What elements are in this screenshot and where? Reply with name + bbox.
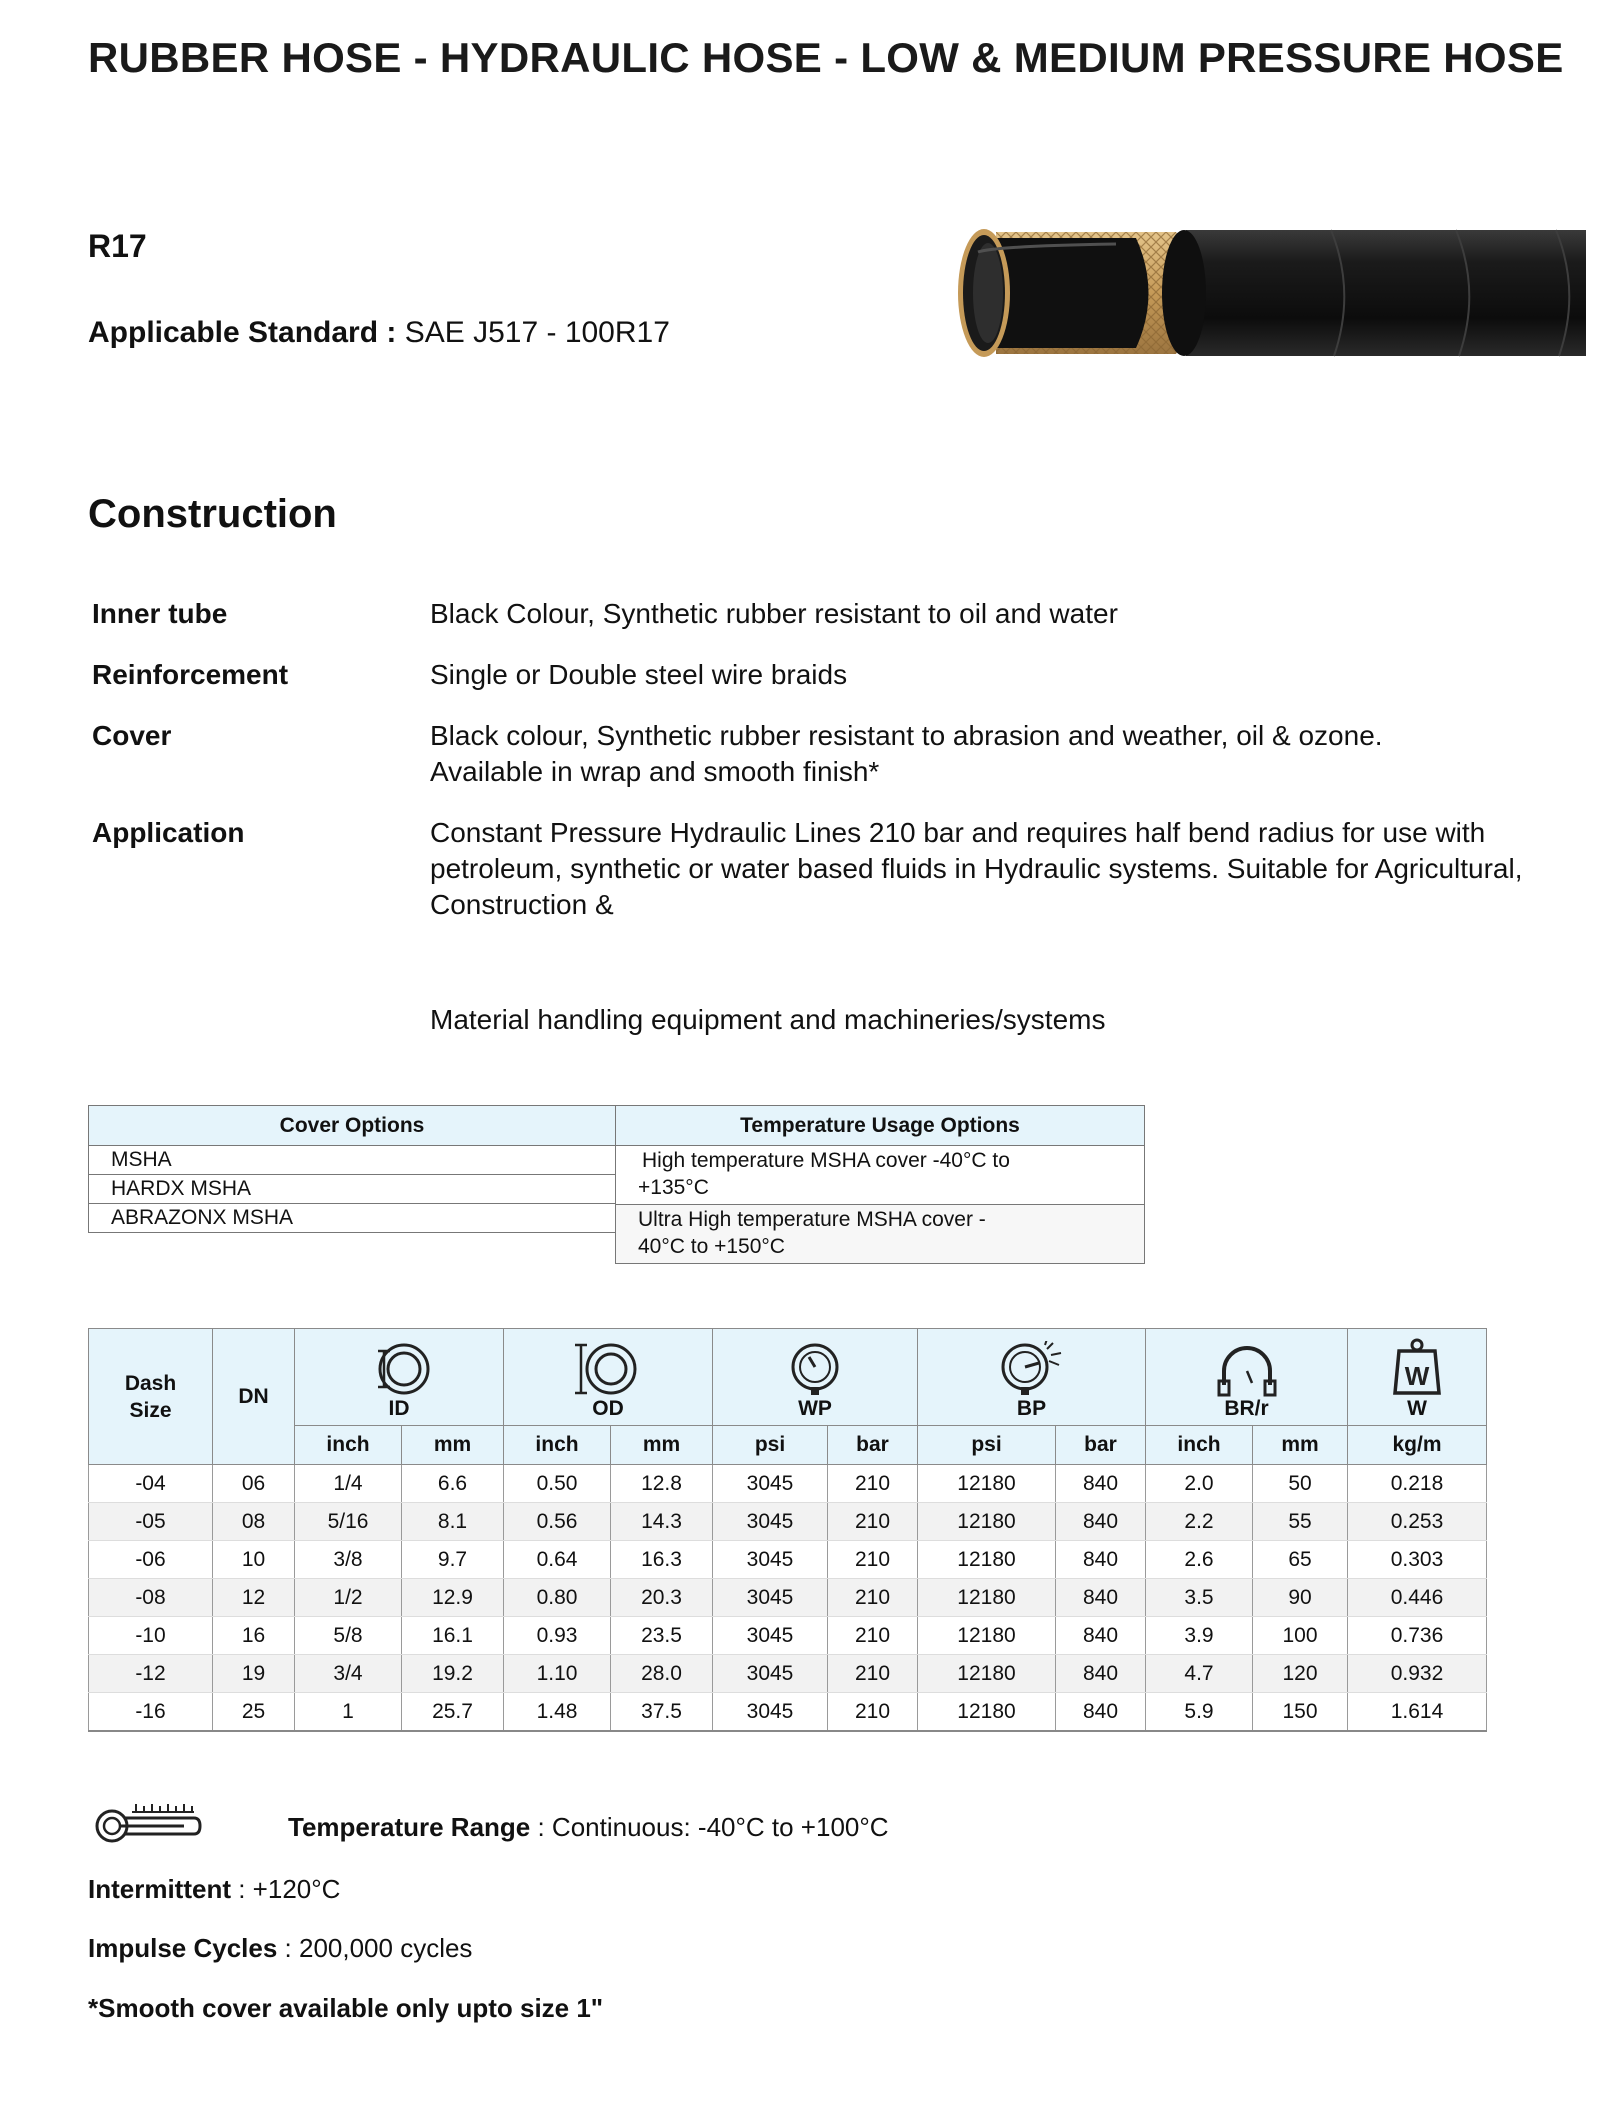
- table-cell: 19.2: [402, 1655, 504, 1693]
- table-cell: 3045: [713, 1693, 828, 1732]
- intermittent: [88, 1874, 340, 1905]
- table-cell: 23.5: [611, 1617, 713, 1655]
- table-cell: 20.3: [611, 1579, 713, 1617]
- table-cell: 1.10: [504, 1655, 611, 1693]
- construction-label: Application: [92, 817, 245, 848]
- dn-header: DN: [213, 1329, 295, 1465]
- id-header: [295, 1329, 504, 1426]
- table-cell: 5/16: [295, 1503, 402, 1541]
- applicable-standard: [88, 316, 670, 350]
- temperature-option-line: High temperature MSHA cover -40°C to: [642, 1149, 1010, 1172]
- table-cell: 120: [1253, 1655, 1348, 1693]
- construction-label: Reinforcement: [92, 659, 289, 690]
- table-cell: 12.9: [402, 1579, 504, 1617]
- temperature-option-line: +135°C: [638, 1176, 709, 1199]
- table-cell: 0.64: [504, 1541, 611, 1579]
- table-row: [89, 1503, 1487, 1541]
- page-title: RUBBER HOSE - HYDRAULIC HOSE - LOW & MEDIUM PRESSURE HOSE: [88, 34, 1564, 81]
- table-cell: 3045: [713, 1503, 828, 1541]
- table-cell: 16: [213, 1617, 295, 1655]
- table-cell: 3.9: [1146, 1617, 1253, 1655]
- table-cell: 50: [1253, 1465, 1348, 1503]
- construction-text: Constant Pressure Hydraulic Lines 210 bar and requires half bend radius for use with: [430, 817, 1486, 848]
- w-label: W: [1407, 1397, 1427, 1420]
- bend-radius-icon: [1212, 1341, 1282, 1397]
- model-name: R17: [88, 228, 147, 264]
- construction-text: Single or Double steel wire braids: [430, 659, 848, 690]
- table-cell: 1.614: [1348, 1693, 1487, 1732]
- cover-option: ABRAZONX MSHA: [89, 1204, 616, 1233]
- table-cell: 55: [1253, 1503, 1348, 1541]
- thermometer-icon: [92, 1794, 202, 1853]
- table-cell: 210: [828, 1617, 918, 1655]
- construction-label: Inner tube: [92, 598, 228, 629]
- table-cell: 12180: [918, 1541, 1056, 1579]
- unit-header: kg/m: [1348, 1426, 1487, 1465]
- table-cell: 0.56: [504, 1503, 611, 1541]
- table-cell: 2.0: [1146, 1465, 1253, 1503]
- temperature-option: [616, 1146, 1145, 1205]
- table-cell: 0.50: [504, 1465, 611, 1503]
- cover-options-header: Cover Options: [89, 1106, 616, 1146]
- table-cell: 840: [1056, 1693, 1146, 1732]
- table-cell: 0.80: [504, 1579, 611, 1617]
- table-cell: 3045: [713, 1579, 828, 1617]
- unit-header: mm: [402, 1426, 504, 1465]
- table-cell: 840: [1056, 1541, 1146, 1579]
- table-cell: 4.7: [1146, 1655, 1253, 1693]
- unit-header: bar: [1056, 1426, 1146, 1465]
- table-cell: 14.3: [611, 1503, 713, 1541]
- table-cell: 2.6: [1146, 1541, 1253, 1579]
- hose-image: [936, 222, 1586, 362]
- cover-option: HARDX MSHA: [89, 1175, 616, 1204]
- table-cell: 06: [213, 1465, 295, 1503]
- table-cell: 1/4: [295, 1465, 402, 1503]
- temperature-options-table: [615, 1105, 1145, 1264]
- temperature-option-line: 40°C to +150°C: [638, 1235, 785, 1258]
- construction-text: petroleum, synthetic or water based fluids in Hydraulic systems. Suitable for Agricultural,: [430, 853, 1523, 884]
- construction-title: Construction: [88, 492, 337, 536]
- table-cell: 210: [828, 1503, 918, 1541]
- impulse-cycles-value: : 200,000 cycles: [277, 1933, 473, 1963]
- w-header: [1348, 1329, 1487, 1426]
- table-cell: 28.0: [611, 1655, 713, 1693]
- table-cell: 3.5: [1146, 1579, 1253, 1617]
- table-cell: 1.48: [504, 1693, 611, 1732]
- cover-option: MSHA: [89, 1146, 616, 1175]
- unit-header: inch: [1146, 1426, 1253, 1465]
- table-cell: 1: [295, 1693, 402, 1732]
- table-cell: 840: [1056, 1503, 1146, 1541]
- table-cell: 3/8: [295, 1541, 402, 1579]
- weight-icon: [1389, 1337, 1445, 1397]
- table-cell: -08: [89, 1579, 213, 1617]
- table-cell: 0.446: [1348, 1579, 1487, 1617]
- unit-header: psi: [918, 1426, 1056, 1465]
- table-cell: 100: [1253, 1617, 1348, 1655]
- construction-label: Cover: [92, 720, 172, 751]
- table-cell: 3045: [713, 1541, 828, 1579]
- table-cell: 12: [213, 1579, 295, 1617]
- construction-text: Black Colour, Synthetic rubber resistant to oil and water: [430, 598, 1118, 629]
- table-cell: 5.9: [1146, 1693, 1253, 1732]
- unit-header: mm: [611, 1426, 713, 1465]
- od-header: [504, 1329, 713, 1426]
- unit-header: bar: [828, 1426, 918, 1465]
- bp-gauge-icon: [997, 1341, 1067, 1397]
- br-label: BR/r: [1224, 1397, 1269, 1420]
- table-cell: 5/8: [295, 1617, 402, 1655]
- table-cell: 90: [1253, 1579, 1348, 1617]
- specification-table: [88, 1328, 1487, 1732]
- wp-label: WP: [798, 1397, 832, 1420]
- table-row: [89, 1655, 1487, 1693]
- table-cell: 150: [1253, 1693, 1348, 1732]
- table-row: [89, 1693, 1487, 1732]
- table-cell: 1/2: [295, 1579, 402, 1617]
- bp-header: [918, 1329, 1146, 1426]
- unit-header: psi: [713, 1426, 828, 1465]
- table-cell: 0.218: [1348, 1465, 1487, 1503]
- table-cell: 8.1: [402, 1503, 504, 1541]
- temperature-range: [288, 1812, 889, 1843]
- table-cell: 0.932: [1348, 1655, 1487, 1693]
- table-cell: 0.253: [1348, 1503, 1487, 1541]
- table-cell: 840: [1056, 1655, 1146, 1693]
- table-cell: 25: [213, 1693, 295, 1732]
- svg-text:W: W: [1404, 1361, 1430, 1391]
- standard-value: SAE J517 - 100R17: [404, 316, 670, 349]
- unit-header: inch: [295, 1426, 402, 1465]
- table-cell: 0.303: [1348, 1541, 1487, 1579]
- unit-header: mm: [1253, 1426, 1348, 1465]
- intermittent-label: Intermittent: [88, 1874, 231, 1904]
- table-row: [89, 1579, 1487, 1617]
- table-cell: 210: [828, 1541, 918, 1579]
- table-cell: 12180: [918, 1617, 1056, 1655]
- table-cell: 3045: [713, 1655, 828, 1693]
- table-cell: 3/4: [295, 1655, 402, 1693]
- construction-text: Construction &: [430, 889, 614, 920]
- table-cell: 25.7: [402, 1693, 504, 1732]
- table-cell: 19: [213, 1655, 295, 1693]
- table-cell: 65: [1253, 1541, 1348, 1579]
- table-row: [89, 1541, 1487, 1579]
- unit-header: inch: [504, 1426, 611, 1465]
- table-cell: 3045: [713, 1617, 828, 1655]
- wp-gauge-icon: [787, 1341, 843, 1397]
- table-cell: 210: [828, 1655, 918, 1693]
- table-row: [89, 1617, 1487, 1655]
- table-cell: 210: [828, 1579, 918, 1617]
- construction-text: Available in wrap and smooth finish*: [430, 756, 880, 787]
- table-cell: 210: [828, 1693, 918, 1732]
- bp-label: BP: [1016, 1397, 1047, 1420]
- construction-text: Black colour, Synthetic rubber resistant to abrasion and weather, oil & ozone.: [430, 720, 1383, 751]
- table-cell: -10: [89, 1617, 213, 1655]
- table-cell: -05: [89, 1503, 213, 1541]
- table-cell: 0.93: [504, 1617, 611, 1655]
- construction-text: Material handling equipment and machineries/systems: [430, 1004, 1106, 1035]
- specification-rows: [89, 1465, 1487, 1732]
- table-cell: 2.2: [1146, 1503, 1253, 1541]
- wp-header: [713, 1329, 918, 1426]
- table-cell: 16.1: [402, 1617, 504, 1655]
- cover-options-table: [88, 1105, 616, 1233]
- temperature-options-header: Temperature Usage Options: [616, 1106, 1145, 1146]
- table-cell: 0.736: [1348, 1617, 1487, 1655]
- table-cell: 12180: [918, 1465, 1056, 1503]
- table-cell: -06: [89, 1541, 213, 1579]
- impulse-cycles-label: Impulse Cycles: [88, 1933, 278, 1963]
- table-cell: 12.8: [611, 1465, 713, 1503]
- intermittent-value: : +120°C: [231, 1874, 341, 1904]
- table-cell: 12180: [918, 1693, 1056, 1732]
- id-label: ID: [388, 1397, 410, 1420]
- table-cell: 12180: [918, 1655, 1056, 1693]
- temperature-option: [616, 1205, 1145, 1264]
- table-cell: 210: [828, 1465, 918, 1503]
- smooth-cover-note: *Smooth cover available only upto size 1": [88, 1993, 604, 2023]
- table-cell: -12: [89, 1655, 213, 1693]
- table-cell: 10: [213, 1541, 295, 1579]
- table-cell: 12180: [918, 1503, 1056, 1541]
- dash-header-line: Size: [129, 1398, 172, 1422]
- temperature-option-line: Ultra High temperature MSHA cover -: [638, 1208, 986, 1231]
- br-header: [1146, 1329, 1348, 1426]
- table-cell: 840: [1056, 1579, 1146, 1617]
- temperature-range-value: : Continuous: -40°C to +100°C: [530, 1812, 889, 1842]
- table-cell: 08: [213, 1503, 295, 1541]
- dash-size-header: [89, 1329, 213, 1465]
- standard-label: Applicable Standard :: [88, 316, 397, 349]
- temperature-range-label: Temperature Range: [288, 1812, 531, 1842]
- table-cell: 840: [1056, 1617, 1146, 1655]
- table-cell: 6.6: [402, 1465, 504, 1503]
- table-cell: -16: [89, 1693, 213, 1732]
- table-cell: 9.7: [402, 1541, 504, 1579]
- table-cell: 3045: [713, 1465, 828, 1503]
- table-cell: 840: [1056, 1465, 1146, 1503]
- table-cell: 37.5: [611, 1693, 713, 1732]
- od-icon: [573, 1341, 643, 1397]
- dash-header-line: Dash: [124, 1371, 177, 1395]
- table-cell: 12180: [918, 1579, 1056, 1617]
- table-row: [89, 1465, 1487, 1503]
- id-icon: [364, 1341, 434, 1397]
- table-cell: 16.3: [611, 1541, 713, 1579]
- table-cell: -04: [89, 1465, 213, 1503]
- od-label: OD: [592, 1397, 624, 1420]
- impulse-cycles: [88, 1933, 472, 1964]
